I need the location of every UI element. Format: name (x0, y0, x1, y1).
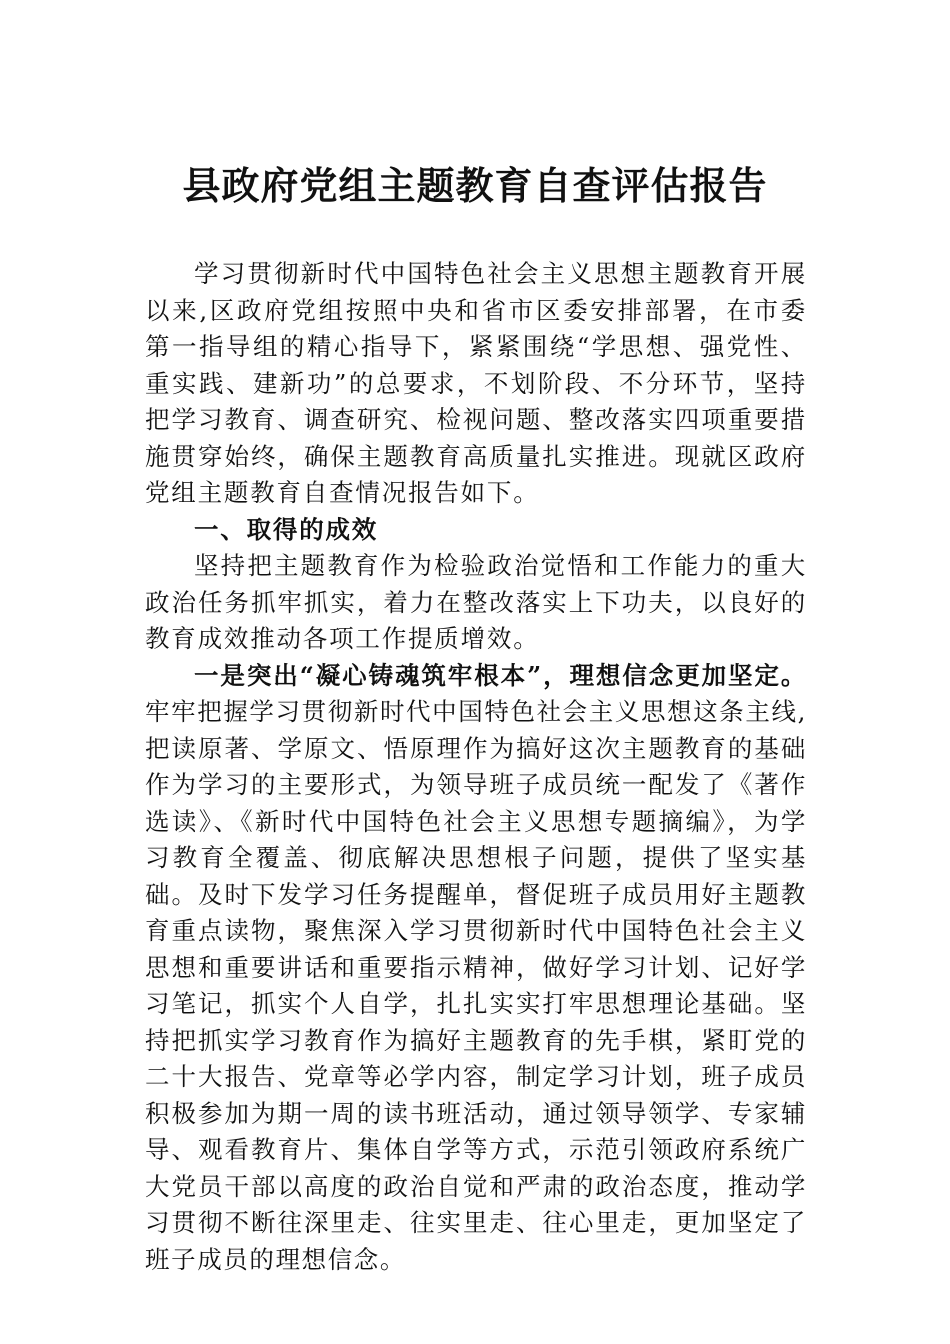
intro-paragraph: 学习贯彻新时代中国特色社会主义思想主题教育开展以来,区政府党组按照中央和省市区委安排部署，在市委第一指导组的精心指导下，紧紧围绕“学思想、强党性、重实践、建新功”的总要求，不划阶段、不分环节，坚持把学习教育、调查研究、检视问题、整改落实四项重要措施贯穿始终，确保主题教育高质量扎实推进。现就区政府党组主题教育自查情况报告如下。 (145, 259, 807, 507)
point-one-lead: 一是突出“凝心铸魂筑牢根本”，理想信念更加坚定。 (194, 660, 807, 690)
point-one-body: 牢牢把握学习贯彻新时代中国特色社会主义思想这条主线,把读原著、学原文、悟原理作为搞好这次主题教育的基础作为学习的主要形式，为领导班子成员统一配发了《著作选读》、《新时代中国特色社会主义思想专题摘编》，为学习教育全覆盖、彻底解决思想根子问题，提供了坚实基础。及时下发学习任务提醒单，督促班子成员用好主题教育重点读物，聚焦深入学习贯彻新时代中国特色社会主义思想和重要讲话和重要指示精神，做好学习计划、记好学习笔记，抓实个人自学，扎扎实实打牢思想理论基础。坚持把抓实学习教育作为搞好主题教育的先手棋，紧盯党的二十大报告、党章等必学内容，制定学习计划，班子成员积极参加为期一周的读书班活动，通过领导领学、专家辅导、观看教育片、集体自学等方式，示范引领政府系统广大党员干部以高度的政治自觉和严肃的政治态度，推动学习贯彻不断往深里走、往实里走、往心里走，更加坚定了班子成员的理想信念。 (145, 697, 807, 1274)
document-title: 县政府党组主题教育自查评估报告 (182, 163, 768, 208)
section-heading-achievements: 一、取得的成效 (194, 514, 379, 544)
section-summary-paragraph: 坚持把主题教育作为检验政治觉悟和工作能力的重大政治任务抓牢抓实，着力在整改落实上下功夫，以良好的教育成效推动各项工作提质增效。 (145, 551, 807, 653)
point-one-paragraph (145, 658, 807, 1279)
document-body (145, 256, 807, 1278)
